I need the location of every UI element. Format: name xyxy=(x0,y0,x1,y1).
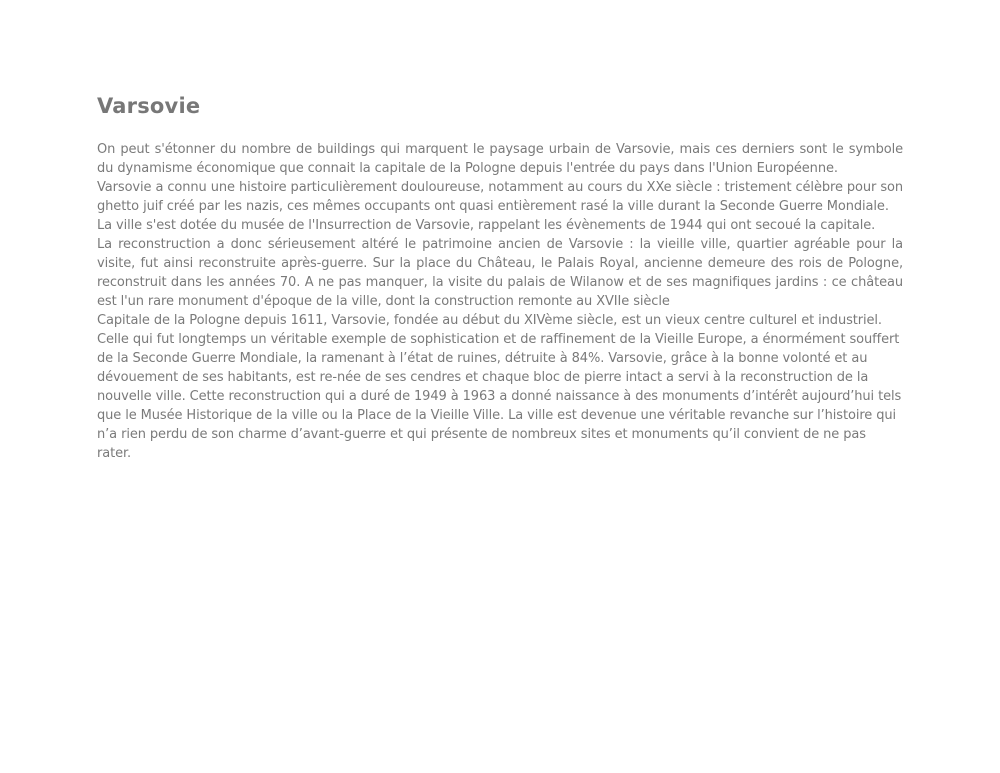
paragraph-history: Varsovie a connu une histoire particulièrement douloureuse, notamment au cours du XXe siècle : tristement célèbre pour son ghetto juif créé par les nazis, ces mêmes occupants ont quasi entièrement rasé la ville durant la Seconde Guerre Mondiale. xyxy=(97,180,903,214)
paragraph-capital: Capitale de la Pologne depuis 1611, Varsovie, fondée au début du XIVème siècle, est un vieux centre culturel et industriel. Celle qui fut longtemps un véritable exemple de sophistication et de raffinement de la Vieille Europe, a énormément souffert de la Seconde Guerre Mondiale, la ramenant à l’état de ruines, détruite à 84%. Varsovie, grâce à la bonne volonté et au dévouement de ses habitants, est re-née de ses cendres et chaque bloc de pierre intact a servi à la reconstruction de la nouvelle ville. Cette reconstruction qui a duré de 1949 à 1963 a donné naissance à des monuments d’intérêt aujourd’hui tels que le Musée Historique de la ville ou la Place de la Vieille Ville. La ville est devenue une véritable revanche sur l’histoire qui n’a rien perdu de son charme d’avant-guerre et qui présente de nombreux sites et monuments qu’il convient de ne pas rater. xyxy=(97,313,902,461)
paragraph-museum: La ville s'est dotée du musée de l'Insurrection de Varsovie, rappelant les évènements de 1944 qui ont secoué la capitale. xyxy=(97,218,876,233)
document-title: Varsovie xyxy=(97,94,201,118)
paragraph-economy: On peut s'étonner du nombre de buildings qui marquent le paysage urbain de Varsovie, mais ces derniers sont le symbole du dynamisme économique que connait la capitale de la Pologne depuis l'entrée du pays dans l'Union Européenne. xyxy=(97,142,903,176)
paragraph-reconstruction: La reconstruction a donc sérieusement altéré le patrimoine ancien de Varsovie : la vieille ville, quartier agréable pour la visite, fut ainsi reconstruite après-guerre. Sur la place du Château, le Palais Royal, ancienne demeure des rois de Pologne, reconstruit dans les années 70. A ne pas manquer, la visite du palais de Wilanow et de ses magnifiques jardins : ce château est l'un rare monument d'époque de la ville, dont la construction remonte au XVIIe siècle xyxy=(97,237,903,309)
document-page xyxy=(97,92,903,463)
